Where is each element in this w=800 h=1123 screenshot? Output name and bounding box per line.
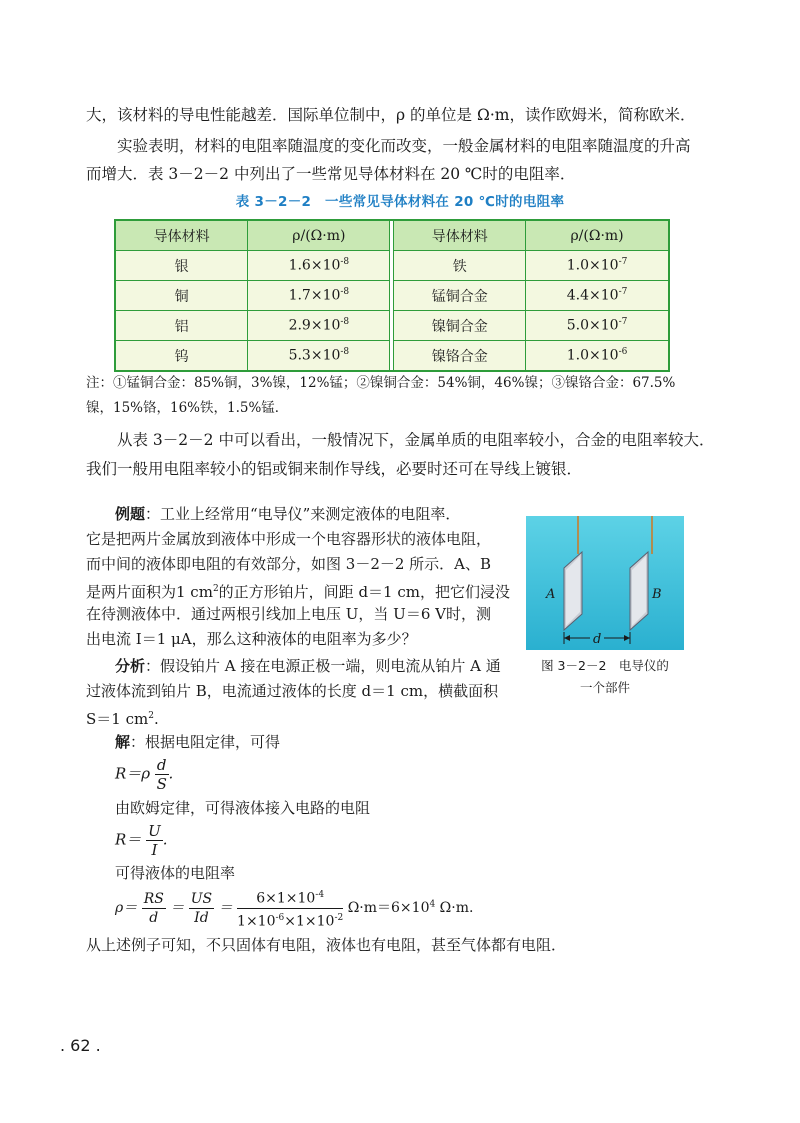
- header-resistivity-1: ρ/(Ω·m): [248, 220, 390, 251]
- material-cell: 铁: [394, 251, 526, 281]
- example-line-4: 是两片面积为1 $cm^2$的正方形铂片，间距 d＝1 cm，把它们浸没: [86, 583, 510, 601]
- example-line-6: 出电流 I＝1 μA，那么这种液体的电阻率为多少？: [86, 630, 417, 648]
- resistivity-cell: $4.4\times 10^{-7}$: [526, 281, 669, 311]
- label-a: A: [546, 587, 556, 602]
- example-line-5: 在待测液体中．通过两根引线加上电压 U，当 U＝6 V时，测: [86, 605, 491, 623]
- material-cell: 铜: [115, 281, 248, 311]
- paragraph-conclusion-line-2: 我们一般用电阻率较小的铝或铜来制作导线，必要时还可在导线上镀银．: [86, 460, 583, 478]
- footnote-line-2: 镍，15%铬，16%铁，1.5%锰．: [86, 400, 289, 416]
- resistivity-cell: $1.6\times 10^{-8}$: [248, 251, 390, 281]
- example-line-2: 它是把两片金属放到液体中形成一个电容器形状的液体电阻，: [86, 530, 492, 548]
- paragraph-resistivity-unit: 大，该材料的导电性能越差．国际单位制中，ρ 的单位是 Ω·m，读作欧姆米，简称欧米．: [86, 106, 696, 124]
- table-row: [115, 311, 669, 341]
- header-material-1: 导体材料: [115, 220, 248, 251]
- header-resistivity-2: ρ/(Ω·m): [526, 220, 669, 251]
- solution-line-2: 由欧姆定律，可得液体接入电路的电阻: [115, 799, 371, 817]
- resistivity-cell: $2.9\times 10^{-8}$: [248, 311, 390, 341]
- table-row: [115, 251, 669, 281]
- table-row: [115, 341, 669, 372]
- resistivity-cell: $1.0\times 10^{-6}$: [526, 341, 669, 372]
- formula-resistivity: ρ＝ $\frac{RS}{d}$ ＝ $\frac{US}{Id}$ ＝ $\frac{6\times 1\times 10^{-4}}{1\times 10^{-6}\times 1\times 10^{-2}}$ $\Omega\cdot m=6\times 10^4$ Ω·m.: [115, 886, 473, 930]
- resistivity-cell: $1.0\times 10^{-7}$: [526, 251, 669, 281]
- table-caption: 表 3－2－2 一些常见导体材料在 20 ℃时的电阻率: [235, 194, 565, 210]
- material-cell: 钨: [115, 341, 248, 372]
- page-number: . 62 .: [60, 1036, 101, 1055]
- table-footnote: [86, 371, 714, 421]
- material-cell: 镍铬合金: [394, 341, 526, 372]
- resistivity-table: [114, 219, 670, 372]
- solution-line-3: 可得液体的电阻率: [115, 864, 236, 882]
- material-cell: 镍铜合金: [394, 311, 526, 341]
- header-material-2: 导体材料: [394, 220, 526, 251]
- analysis-line-1: 分析：假设铂片 A 接在电源正极一端，则电流从铂片 A 通: [115, 657, 501, 675]
- solution-conclusion: 从上述例子可知，不只固体有电阻，液体也有电阻，甚至气体都有电阻．: [86, 936, 567, 954]
- paragraph-temperature-line-1: 实验表明，材料的电阻率随温度的变化而改变，一般金属材料的电阻率随温度的升高: [117, 137, 691, 155]
- table-row: [115, 281, 669, 311]
- resistivity-cell: $5.3\times 10^{-8}$: [248, 341, 390, 372]
- formula-resistance-law: R＝ρ $\frac{d}{S}$ .: [115, 756, 174, 793]
- label-b: B: [652, 587, 662, 602]
- paragraph-temperature-line-2: 而增大．表 3－2－2 中列出了一些常见导体材料在 20 ℃时的电阻率．: [86, 165, 576, 183]
- material-cell: 银: [115, 251, 248, 281]
- figure-caption: 图 3－2－2 电导仪的 一个部件: [541, 658, 669, 695]
- resistivity-cell: $5.0\times 10^{-7}$: [526, 311, 669, 341]
- material-cell: 铝: [115, 311, 248, 341]
- example-label: 例题: [115, 505, 146, 523]
- footnote-line-1: 注：①锰铜合金：85%铜，3%镍，12%锰；②镍铜合金：54%铜，46%镍；③镍铬合金：67.5%: [86, 375, 676, 391]
- electrode-diagram: [526, 516, 684, 650]
- conductivity-meter-figure: [526, 516, 684, 650]
- label-d: d: [593, 632, 602, 647]
- resistivity-cell: $1.7\times 10^{-8}$: [248, 281, 390, 311]
- solution-label: 解: [115, 733, 131, 751]
- formula-ohm-law: R＝ $\frac{U}{I}$ .: [115, 822, 168, 859]
- analysis-line-2: 过液体流到铂片 B，电流通过液体的长度 d＝1 cm，横截面积: [86, 682, 499, 700]
- solution-line-1: 解：根据电阻定律，可得: [115, 733, 281, 751]
- paragraph-conclusion-line-1: 从表 3－2－2 中可以看出，一般情况下，金属单质的电阻率较小，合金的电阻率较大．: [117, 431, 715, 449]
- example-line-1: 例题：工业上经常用“电导仪”来测定液体的电阻率．: [115, 505, 461, 523]
- example-line-3: 而中间的液体即电阻的有效部分，如图 3－2－2 所示．A、B: [86, 555, 492, 573]
- analysis-label: 分析: [115, 657, 146, 675]
- material-cell: 锰铜合金: [394, 281, 526, 311]
- analysis-line-3: S＝1 $cm^2$.: [86, 710, 159, 728]
- table-header-row: [115, 220, 669, 251]
